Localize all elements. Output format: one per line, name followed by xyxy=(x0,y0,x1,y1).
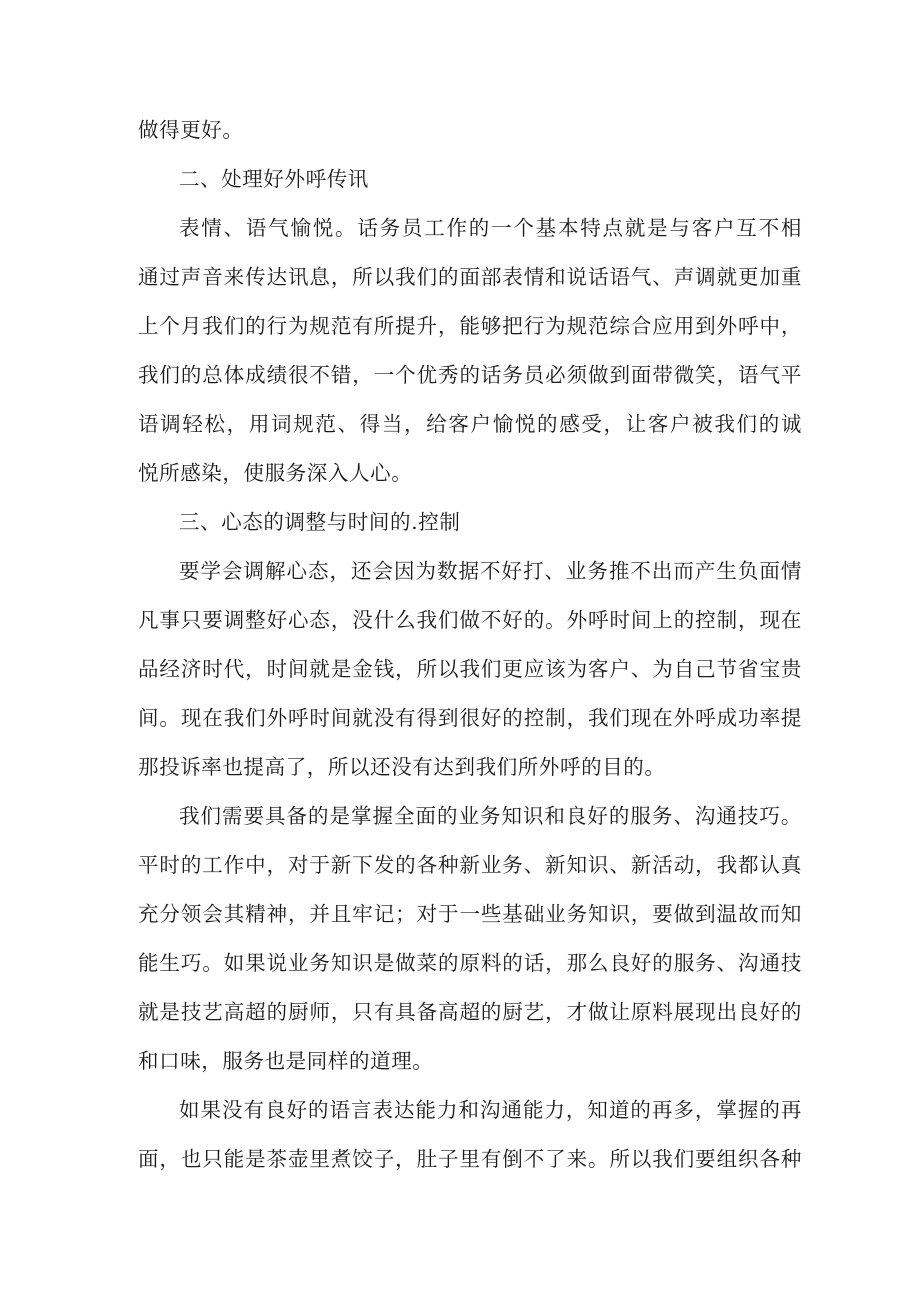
paragraph-line: 我们需要具备的是掌握全面的业务知识和良好的服务、沟通技巧。 xyxy=(179,804,802,828)
paragraph-line: 就是技艺高超的厨师，只有具备高超的厨艺，才做让原料展现出良好的 xyxy=(138,1000,802,1024)
paragraph-line: 充分领会其精神，并且牢记；对于一些基础业务知识，要做到温故而知 xyxy=(138,902,802,926)
paragraph-line: 通过声音来传达讯息，所以我们的面部表情和说话语气、声调就更加重 xyxy=(138,265,802,289)
paragraph-line: 品经济时代，时间就是金钱，所以我们更应该为客户、为自己节省宝贵 xyxy=(138,657,802,681)
paragraph-line: 凡事只要调整好心态，没什么我们做不好的。外呼时间上的控制，现在 xyxy=(138,608,802,632)
paragraph-line: 面，也只能是茶壶里煮饺子，肚子里有倒不了来。所以我们要组织各种 xyxy=(138,1147,802,1171)
section-heading-2: 二、处理好外呼传讯 xyxy=(179,167,369,191)
paragraph-line: 上个月我们的行为规范有所提升，能够把行为规范综合应用到外呼中， xyxy=(138,314,802,338)
paragraph-line: 语调轻松，用词规范、得当，给客户愉悦的感受，让客户被我们的诚 xyxy=(138,412,802,436)
paragraph-line: 如果没有良好的语言表达能力和沟通能力，知道的再多，掌握的再 xyxy=(179,1098,802,1122)
paragraph-line: 表情、语气愉悦。话务员工作的一个基本特点就是与客户互不相 xyxy=(179,216,802,240)
paragraph-line: 平时的工作中，对于新下发的各种新业务、新知识、新活动，我都认真 xyxy=(138,853,802,877)
paragraph-line-continuation: 做得更好。 xyxy=(138,118,244,142)
paragraph-line-end: 和口味，服务也是同样的道理。 xyxy=(138,1049,434,1073)
paragraph-line-end: 那投诉率也提高了，所以还没有达到我们所外呼的目的。 xyxy=(138,755,666,779)
paragraph-line: 要学会调解心态，还会因为数据不好打、业务推不出而产生负面情 xyxy=(179,559,802,583)
section-heading-3: 三、心态的调整与时间的.控制 xyxy=(179,510,461,534)
paragraph-line: 能生巧。如果说业务知识是做菜的原料的话，那么良好的服务、沟通技 xyxy=(138,951,802,975)
paragraph-line: 间。现在我们外呼时间就没有得到很好的控制，我们现在外呼成功率提 xyxy=(138,706,802,730)
paragraph-line: 我们的总体成绩很不错，一个优秀的话务员必须做到面带微笑，语气平 xyxy=(138,363,802,387)
document-body xyxy=(138,106,802,1184)
paragraph-line-end: 悦所感染，使服务深入人心。 xyxy=(138,461,413,485)
